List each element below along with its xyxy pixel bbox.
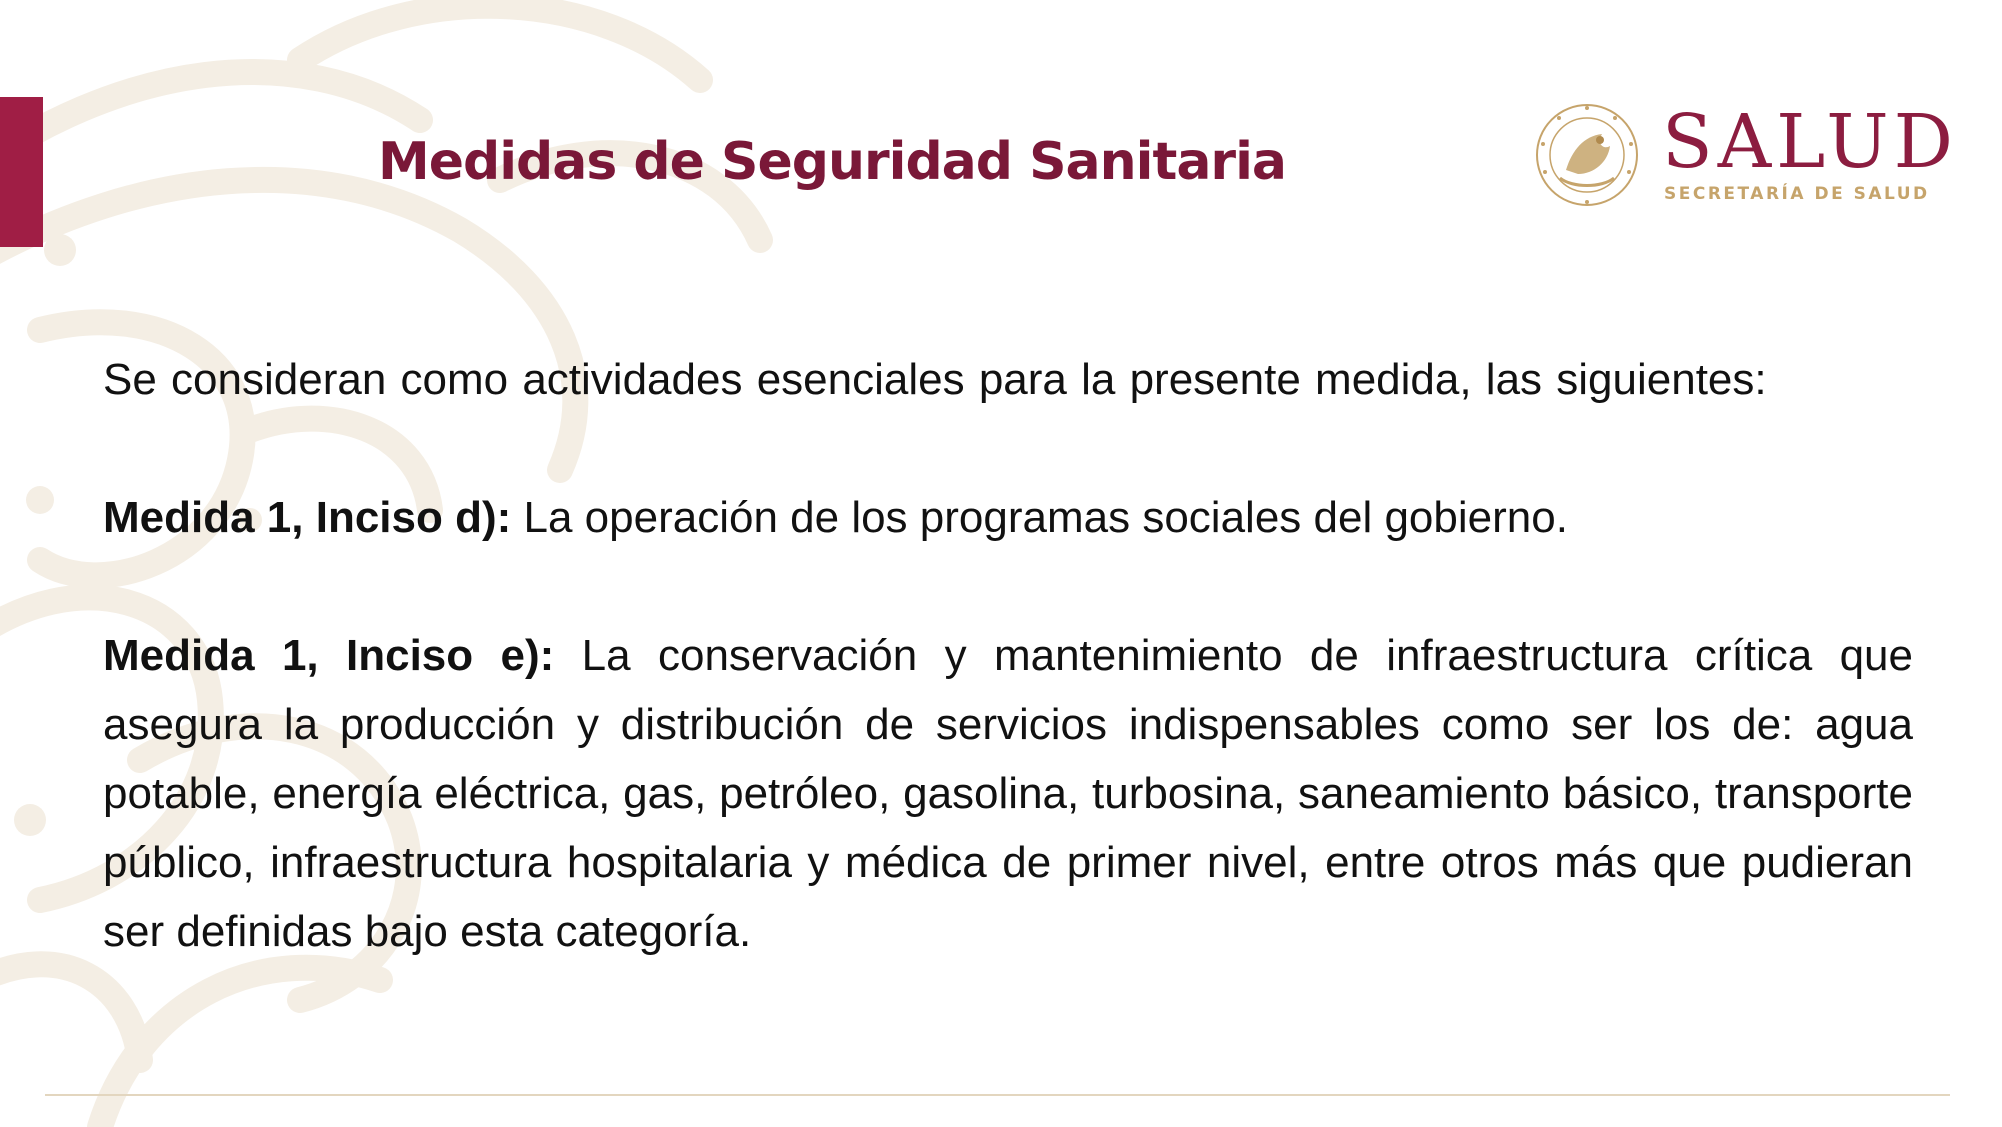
accent-bar [0, 97, 43, 247]
mexico-coat-of-arms-seal [1532, 100, 1642, 210]
measure-text: La conservación y mantenimiento de infraestructura crítica que asegura la producción y distribución de servicios indispensables como ser los de: agua potable, energía eléctrica, gas, petróleo, gasolina, turbosina, saneamiento básico, transporte público, infraestructura hospitalaria y médica de primer nivel, entre otros más que pudieran ser definidas bajo esta categoría. [103, 631, 1913, 956]
slide-body [103, 345, 1913, 966]
measure-text: La operación de los programas sociales del gobierno. [511, 493, 1568, 542]
salud-logo [1532, 99, 1958, 210]
slide-title: Medidas de Seguridad Sanitaria [378, 132, 1286, 192]
measure-item-e [103, 621, 1913, 966]
measure-item-d [103, 483, 1913, 552]
footer-divider [45, 1094, 1950, 1096]
intro-paragraph: Se consideran como actividades esenciales para la presente medida, las siguientes: [103, 355, 1767, 404]
measure-label: Medida 1, Inciso e): [103, 631, 555, 680]
secretaria-de-salud-label: SECRETARÍA DE SALUD [1664, 184, 1930, 204]
salud-wordmark: SALUD [1662, 99, 1958, 185]
measure-label: Medida 1, Inciso d): [103, 493, 512, 542]
